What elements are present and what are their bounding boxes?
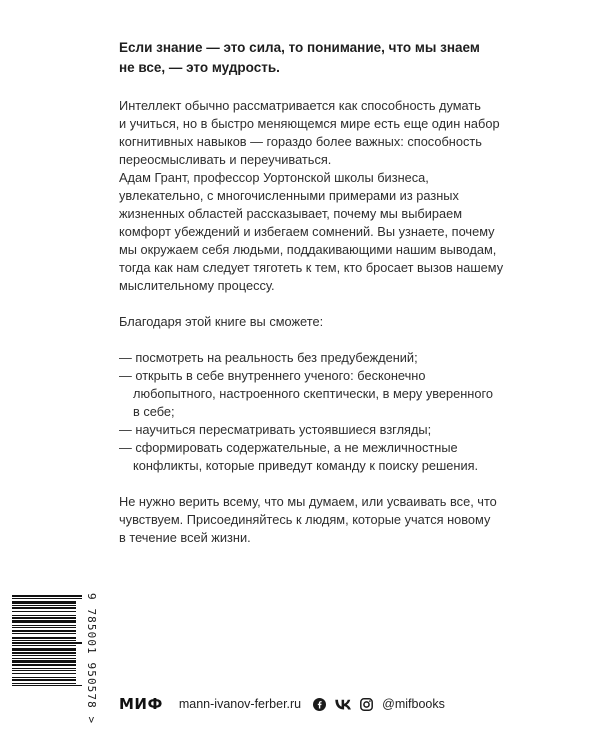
paragraph-line: в течение всей жизни.	[119, 530, 251, 545]
list-item-line: — посмотреть на реальность без предубеждений;	[119, 350, 418, 365]
paragraph-line: мы окружаем себя людьми, поддакивающими нашим выводам,	[119, 242, 497, 257]
instagram-icon[interactable]	[360, 698, 373, 711]
isbn-number: 9 785001 950578 >	[85, 593, 98, 725]
barcode-bar	[12, 595, 82, 597]
list-item	[119, 367, 519, 421]
list-item	[119, 439, 519, 475]
barcode-bar	[12, 670, 76, 671]
barcode-bar	[12, 625, 76, 626]
paragraph-line: и учиться, но в быстро меняющемся мире есть еще один набор	[119, 116, 500, 131]
barcode-bar	[12, 642, 82, 644]
barcode-bar	[12, 677, 76, 678]
barcode-bar	[12, 605, 76, 606]
paragraph-line: тогда как нам следует тяготеть к тем, кто бросает вызов нашему	[119, 260, 504, 275]
barcode-bar	[12, 633, 76, 634]
list-item	[119, 349, 519, 367]
list-item	[119, 421, 519, 439]
facebook-icon[interactable]	[313, 698, 326, 711]
paragraph-line: жизненных областей рассказывает, почему мы выбираем	[119, 206, 463, 221]
barcode-bar	[12, 617, 76, 619]
barcode-bar	[12, 685, 82, 686]
barcode-bar	[12, 655, 76, 656]
publisher-footer	[119, 693, 445, 715]
barcode-bars	[12, 593, 82, 715]
paragraph-line: мыслительному процессу.	[119, 278, 275, 293]
spacer	[119, 295, 519, 313]
barcode-bar	[12, 652, 76, 654]
lead-quote	[119, 38, 519, 77]
barcode-bar	[12, 660, 76, 663]
barcode-bar	[12, 679, 76, 681]
vk-icon[interactable]	[335, 699, 351, 710]
barcode-bar	[12, 637, 76, 639]
paragraph-line: чувствуем. Присоединяйтесь к людям, которые учатся новому	[119, 512, 491, 527]
publisher-logo: МИФ	[119, 695, 163, 713]
barcode-bar	[12, 645, 76, 646]
list-item-line: конфликты, которые приведут команду к поиску решения.	[133, 458, 479, 473]
barcode-bar	[12, 630, 76, 632]
description-column	[119, 38, 519, 547]
social-handle[interactable]: @mifbooks	[382, 697, 445, 711]
barcode-bar	[12, 620, 76, 623]
benefits-list	[119, 349, 519, 475]
lead-line: Если знание — это сила, то понимание, что мы знаем	[119, 40, 480, 55]
barcode-bar	[12, 601, 76, 604]
closing-paragraph	[119, 493, 519, 547]
paragraph-line: комфорт убеждений и избегаем сомнений. Вы узнаете, почему	[119, 224, 495, 239]
spacer	[119, 475, 519, 493]
barcode-bar	[12, 658, 76, 659]
barcode-bar	[12, 664, 76, 666]
main-paragraph	[119, 97, 519, 295]
website-link[interactable]: mann-ivanov-ferber.ru	[178, 697, 302, 711]
barcode-bar	[12, 640, 76, 641]
spacer	[119, 331, 519, 349]
paragraph-line: Интеллект обычно рассматривается как способность думать	[119, 98, 481, 113]
list-item-line: — научиться пересматривать устоявшиеся взгляды;	[119, 422, 432, 437]
list-item-line: в себе;	[133, 404, 175, 419]
list-item-line: — сформировать содержательные, а не межличностные	[119, 440, 458, 455]
barcode-bar	[12, 683, 76, 684]
barcode-bar	[12, 648, 76, 651]
barcode-bar	[12, 611, 76, 612]
paragraph-line: когнитивных навыков — гораздо более важных: способность	[119, 134, 482, 149]
paragraph-line: увлекательно, с многочисленными примерами из разных	[119, 188, 459, 203]
paragraph-line: Не нужно верить всему, что мы думаем, или усваивать все, что	[119, 494, 497, 509]
list-item-line: любопытного, настроенного скептически, в меру уверенного	[133, 386, 493, 401]
barcode-bar	[12, 607, 76, 609]
list-intro: Благодаря этой книге вы сможете:	[119, 314, 324, 329]
barcode-bar	[12, 627, 76, 628]
lead-line: не все, — это мудрость.	[119, 59, 280, 75]
isbn-barcode	[12, 593, 96, 737]
barcode-bar	[12, 615, 76, 616]
list-item-line: — открыть в себе внутреннего ученого: бесконечно	[119, 368, 426, 383]
paragraph-line: переосмысливать и переучиваться.	[119, 152, 332, 167]
barcode-bar	[12, 673, 76, 674]
paragraph-line: Адам Грант, профессор Уортонской школы бизнеса,	[119, 170, 429, 185]
barcode-bar	[12, 598, 82, 599]
barcode-bar	[12, 668, 76, 669]
